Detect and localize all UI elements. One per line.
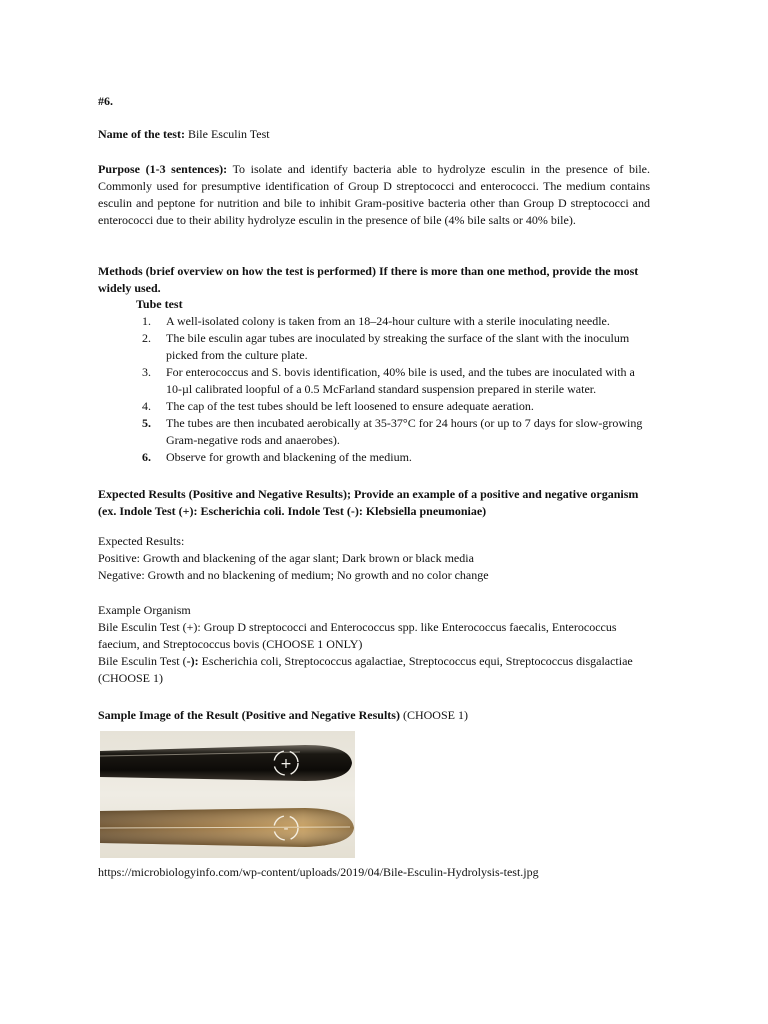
sample-suffix: (CHOOSE 1) (402, 708, 468, 722)
sample-heading-line (98, 707, 650, 724)
method-step: 3. For enterococcus and S. bovis identification, 40% bile is used, and the tubes are inoculated with a 10-µl calibrated loopful of a 0.5 McFarland standard suspension prepared in sterile water. (142, 365, 635, 396)
example-organisms (98, 602, 650, 687)
method-step: 5. The tubes are then incubated aerobically at 35-37°C for 24 hours (or up to 7 days for slow-growing Gram-negative rods and anaerobes). (142, 416, 643, 447)
method-step: 6. Observe for growth and blackening of the medium. (142, 450, 412, 464)
section-number: #6. (98, 94, 113, 108)
positive-marker: + (280, 756, 292, 772)
example-label: Example Organism (98, 603, 191, 617)
example-negative: Bile Esculin Test (-): Escherichia coli, Streptococcus agalactiae, Streptococcus equi, Streptococcus disgalactiae (CHOOSE 1) (98, 654, 633, 685)
expected-positive: Positive: Growth and blackening of the agar slant; Dark brown or black media (98, 551, 474, 565)
positive-tube (100, 745, 352, 781)
purpose-paragraph (98, 161, 650, 229)
purpose-label: Purpose (1-3 sentences): (98, 162, 228, 176)
expected-negative: Negative: Growth and no blackening of medium; No growth and no color change (98, 568, 489, 582)
method-step: 2. The bile esculin agar tubes are inoculated by streaking the surface of the slant with the inoculum picked from the culture plate. (142, 331, 630, 362)
sample-heading: Sample Image of the Result (Positive and Negative Results) (98, 708, 400, 722)
purpose-text: To isolate and identify bacteria able to hydrolyze esculin in the presence of bile. Commonly used for presumptive identification of Group D streptococci and enterococci. The medium contains esculin and peptone for nutrition and bile to inhibit Gram-positive bacteria other than Group D streptococci and enterococci due to their ability hydrolyze esculin in the presence of bile (4% bile salts or 40% bile). (98, 162, 650, 227)
test-name-label: Name of the test: (98, 127, 185, 141)
expected-label: Expected Results: (98, 534, 185, 548)
method-step: 1. A well-isolated colony is taken from an 18–24-hour culture with a sterile inoculating needle. (142, 314, 610, 328)
sample-result-image (100, 731, 355, 858)
methods-subheading: Tube test (136, 297, 183, 311)
methods-heading: Methods (brief overview on how the test is performed) If there is more than one method, provide the most widely used. (98, 264, 639, 295)
expected-heading: Expected Results (Positive and Negative Results); Provide an example of a positive and negative organism (ex. Indole Test (+): Escherichia coli. Indole Test (-): Klebsiella pneumoniae) (98, 487, 639, 518)
methods-list (98, 296, 650, 466)
method-step: 4. The cap of the test tubes should be left loosened to ensure adequate aeration. (142, 399, 534, 413)
test-name-line (98, 126, 650, 143)
test-name-value: Bile Esculin Test (187, 127, 270, 141)
negative-marker: - (283, 821, 289, 837)
example-positive: Bile Esculin Test (+): Group D streptococci and Enterococcus spp. like Enterococcus faecalis, Enterococcus faecium, and Streptococcus bovis (CHOOSE 1 ONLY) (98, 620, 617, 651)
source-url: https://microbiologyinfo.com/wp-content/uploads/2019/04/Bile-Esculin-Hydrolysis-test.jpg (98, 865, 539, 879)
expected-results (98, 533, 650, 584)
